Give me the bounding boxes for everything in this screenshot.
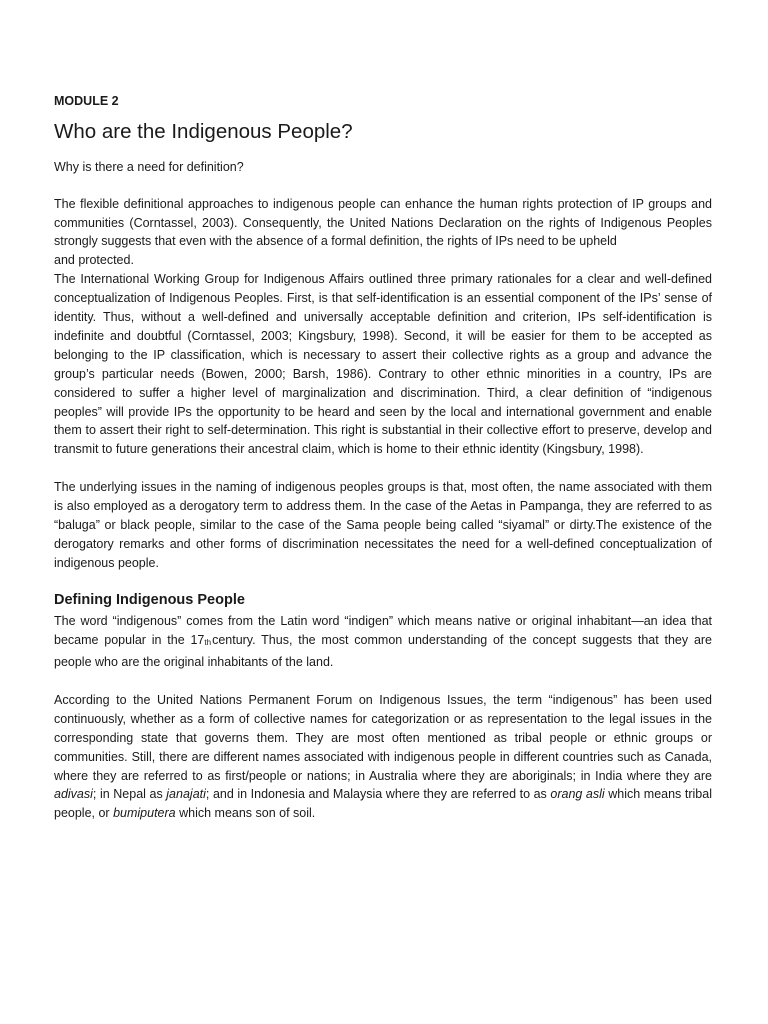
- paragraph-4: [54, 612, 712, 672]
- superscript-th: th: [204, 638, 212, 648]
- paragraph-5-text-5: which means son of soil.: [175, 806, 316, 821]
- paragraph-4-part-1: The word “indigenous” comes from the Latin word “indigen” which means native or original inhabitant—an idea that became popular in the 17: [54, 614, 712, 648]
- paragraph-4-part-2: century. Thus, the most common understanding of the concept suggests that they are people who are the original inhabitants of the land.: [54, 633, 713, 670]
- paragraph-5-text-3: ; and in Indonesia and Malaysia where they are referred to as: [205, 787, 551, 802]
- term-orang-asli: orang asli: [550, 787, 605, 802]
- section-heading: Defining Indigenous People: [54, 591, 245, 608]
- sub-question: Why is there a need for definition?: [54, 159, 244, 174]
- term-janajati: janajati: [166, 787, 206, 802]
- term-bumiputera: bumiputera: [113, 806, 176, 821]
- paragraph-gap: [54, 573, 712, 592]
- module-label: MODULE 2: [54, 94, 119, 108]
- paragraph-5-text-1: According to the United Nations Permanent Forum on Indigenous Issues, the term “indigenous” has been used continuously, whether as a form of collective names for categorization or as representation to the legal issues in the corresponding state that governs them. They are most often mentioned as tribal people or ethnic groups or communities. Still, there are different names associated with indigenous people in different countries such as Canada, where they are referred to as first/people or nations; in Australia where they are aboriginals; in India where they are: [54, 692, 712, 783]
- paragraph-gap: [54, 459, 712, 478]
- paragraph-5-text-2: ; in Nepal as: [92, 787, 167, 802]
- paragraph-5-text-4: which means tribal people, or: [54, 787, 712, 821]
- paragraph-1-tail: and protected.: [54, 253, 134, 268]
- paragraph-gap: [54, 672, 712, 691]
- paragraph-2: The International Working Group for Indigenous Affairs outlined three primary rationales for a clear and well-defined conceptualization of Indigenous Peoples. First, is that self-identification is an essential component of the IPs’ sense of identity. Thus, without a well-defined and universally acceptable definition and criterion, IPs self-identification is indefinite and doubtful (Corntassel, 2003; Kingsbury, 1998). Second, it will be easier for them to be accepted as belonging to the IP classification, which is necessary to assert their collective rights as a group and advance the group’s particular needs (Bowen, 2000; Barsh, 1986). Contrary to other ethnic minorities in a country, IPs are considered to suffer a higher level of marginalization and discrimination. Third, a clear definition of “indigenous peoples” will provide IPs the opportunity to be heard and seen by the local and international government and enable them to assert their right to self-determination. This right is substantial in their collective effort to preserve, develop and transmit to future generations their ancestral claim, which is home to their ethnic identity (Kingsbury, 1998).: [54, 272, 712, 457]
- page-title: Who are the Indigenous People?: [54, 120, 353, 143]
- paragraph-5: [54, 691, 712, 823]
- document-page: [54, 94, 712, 823]
- paragraph-1: The flexible definitional approaches to indigenous people can enhance the human rights protection of IP groups and communities (Corntassel, 2003). Consequently, the United Nations Declaration on the rights of Indigenous Peoples strongly suggests that even with the absence of a formal definition, the rights of IPs need to be upheld: [54, 196, 712, 249]
- term-adivasi: adivasi: [54, 787, 93, 802]
- paragraph-3: The underlying issues in the naming of indigenous peoples groups is that, most often, the name associated with them is also employed as a derogatory term to address them. In the case of the Aetas in Pampanga, they are referred to as “baluga” or black people, similar to the case of the Sama people being called “siyamal” or dirty.The existence of the derogatory remarks and other forms of discrimination necessitates the need for a well-defined conceptualization of indigenous people.: [54, 480, 712, 570]
